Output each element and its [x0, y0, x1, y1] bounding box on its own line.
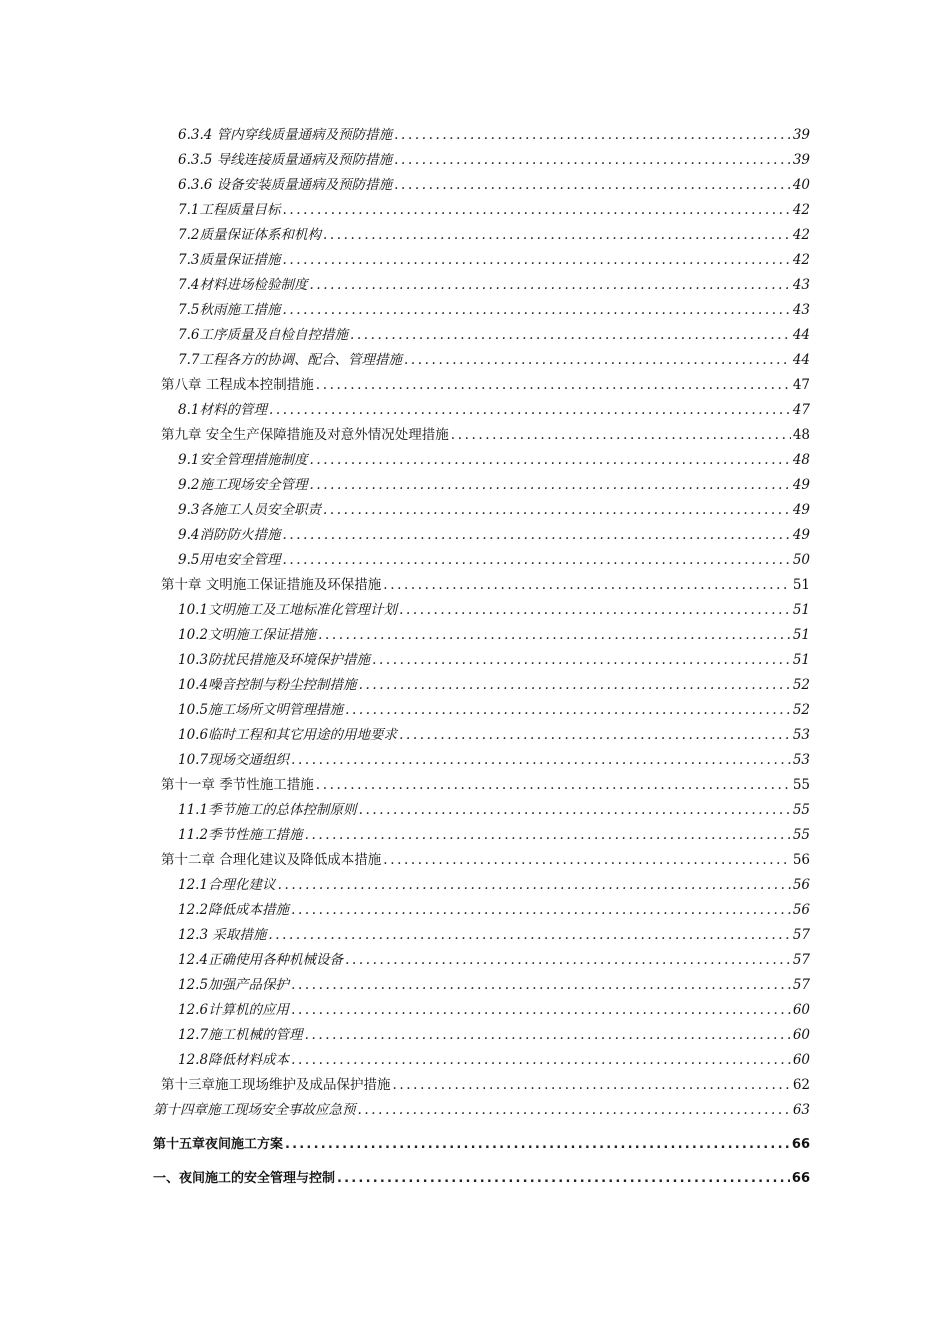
toc-leader-dots: [316, 376, 791, 394]
toc-entry-label: 12.2降低成本措施: [178, 902, 290, 918]
toc-leader-dots: [282, 251, 790, 269]
toc-leader-dots: [282, 526, 790, 544]
toc-entry-page: 52: [792, 702, 810, 718]
toc-entry-label: 10.3防扰民措施及环境保护措施: [178, 652, 371, 668]
toc-chapter-entry: [161, 776, 810, 796]
toc-leader-dots: [345, 701, 791, 719]
toc-entry-page: 57: [792, 927, 810, 943]
toc-leader-dots: [305, 826, 791, 844]
toc-entry-page: 47: [792, 377, 810, 393]
toc-entry: [178, 476, 810, 496]
toc-leader-dots: [282, 551, 790, 569]
toc-chapter-entry: [161, 576, 810, 596]
toc-entry: [178, 176, 810, 196]
toc-entry-label: 12.8降低材料成本: [178, 1052, 290, 1068]
toc-leader-dots: [282, 301, 790, 319]
toc-entry-page: 60: [792, 1027, 810, 1043]
toc-leader-dots: [359, 676, 791, 694]
toc-entry-page: 60: [792, 1002, 810, 1018]
toc-entry-page: 66: [791, 1171, 810, 1186]
toc-entry: [178, 976, 810, 996]
toc-entry: [178, 301, 810, 321]
toc-entry: [178, 351, 810, 371]
toc-entry-page: 57: [792, 952, 810, 968]
toc-entry-label: 第十四章施工现场安全事故应急预: [153, 1102, 356, 1118]
toc-entry-page: 62: [792, 1077, 810, 1093]
toc-entry: [178, 526, 810, 546]
toc-entry: [178, 501, 810, 521]
toc-entry-label: 7.5秋雨施工措施: [178, 302, 281, 318]
toc-entry-page: 50: [792, 552, 810, 568]
toc-entry-page: 56: [792, 877, 810, 893]
toc-leader-dots: [350, 326, 791, 344]
toc-entry-page: 52: [792, 677, 810, 693]
toc-leader-dots: [383, 576, 791, 594]
toc-entry-page: 49: [792, 527, 810, 543]
toc-entry-label: 6.3.4 管内穿线质量通病及预防措施: [178, 127, 393, 143]
toc-entry-page: 49: [792, 502, 810, 518]
toc-entry: [178, 701, 810, 721]
toc-entry: [178, 226, 810, 246]
toc-leader-dots: [404, 351, 791, 369]
toc-entry-label: 第九章 安全生产保障措施及对意外情况处理措施: [161, 427, 449, 443]
toc-leader-dots: [291, 901, 791, 919]
toc-leader-dots: [359, 801, 791, 819]
toc-leader-dots: [393, 1076, 791, 1094]
toc-entry-label: 11.2季节性施工措施: [178, 827, 303, 843]
toc-entry: [178, 201, 810, 221]
toc-entry-label: 9.5用电安全管理: [178, 552, 281, 568]
toc-leader-dots: [399, 601, 791, 619]
toc-entry-page: 43: [792, 302, 810, 318]
toc-entry-label: 第十五章夜间施工方案: [153, 1137, 284, 1152]
toc-entry-page: 44: [792, 352, 810, 368]
toc-entry-label: 10.6临时工程和其它用途的用地要求: [178, 727, 398, 743]
toc-leader-dots: [323, 501, 791, 519]
toc-leader-dots: [309, 451, 790, 469]
toc-entry-label: 12.3 采取措施: [178, 927, 267, 943]
toc-leader-dots: [399, 726, 791, 744]
toc-entry-page: 66: [791, 1137, 810, 1152]
toc-entry: [178, 1051, 810, 1071]
toc-leader-dots: [345, 951, 791, 969]
toc-entry-label: 12.5加强产品保护: [178, 977, 290, 993]
toc-leader-dots: [291, 1051, 791, 1069]
toc-entry-label: 7.1工程质量目标: [178, 202, 281, 218]
toc-entry-page: 39: [792, 152, 810, 168]
toc-entry-page: 57: [792, 977, 810, 993]
toc-entry: [178, 726, 810, 746]
toc-entry-label: 10.5施工场所文明管理措施: [178, 702, 344, 718]
toc-entry-label: 7.2质量保证体系和机构: [178, 227, 321, 243]
toc-leader-dots: [394, 176, 791, 194]
toc-entry-label: 6.3.6 设备安装质量通病及预防措施: [178, 177, 393, 193]
toc-leader-dots: [269, 401, 791, 419]
toc-leader-dots: [268, 926, 790, 944]
toc-entry: [178, 801, 810, 821]
toc-entry: [178, 326, 810, 346]
toc-leader-dots: [309, 476, 790, 494]
toc-entry-label: 第十章 文明施工保证措施及环保措施: [161, 577, 382, 593]
toc-entry-label: 8.1材料的管理: [178, 402, 267, 418]
toc-entry-label: 12.7施工机械的管理: [178, 1027, 303, 1043]
toc-chapter-entry: [161, 851, 810, 871]
toc-entry: [178, 626, 810, 646]
toc-entry-label: 第十一章 季节性施工措施: [161, 777, 314, 793]
toc-entry-label: 9.3各施工人员安全职责: [178, 502, 321, 518]
toc-entry-label: 第八章 工程成本控制措施: [161, 377, 314, 393]
toc-entry-page: 48: [792, 427, 810, 443]
toc-leader-dots: [383, 851, 791, 869]
toc-entry-label: 12.6计算机的应用: [178, 1002, 290, 1018]
toc-entry: [178, 401, 810, 421]
toc-chapter-entry: [161, 376, 810, 396]
toc-entry-label: 第十三章施工现场维护及成品保护措施: [161, 1077, 391, 1093]
toc-leader-dots: [394, 126, 791, 144]
toc-entry-page: 48: [792, 452, 810, 468]
toc-entry-label: 第十二章 合理化建议及降低成本措施: [161, 852, 382, 868]
toc-entry-page: 49: [792, 477, 810, 493]
toc-entry-label: 10.4噪音控制与粉尘控制措施: [178, 677, 357, 693]
toc-entry-label: 7.6工序质量及自检自控措施: [178, 327, 348, 343]
toc-entry: [178, 601, 810, 621]
toc-entry-label: 9.2施工现场安全管理: [178, 477, 308, 493]
toc-leader-dots: [394, 151, 791, 169]
toc-entry-page: 55: [792, 802, 810, 818]
toc-leader-dots: [278, 876, 791, 894]
toc-entry-label: 12.1合理化建议: [178, 877, 276, 893]
toc-entry: [178, 676, 810, 696]
toc-leader-dots: [372, 651, 791, 669]
toc-entry: [178, 951, 810, 971]
toc-leader-dots: [282, 201, 790, 219]
toc-leader-dots: [291, 976, 791, 994]
toc-leader-dots: [316, 776, 791, 794]
toc-entry-page: 53: [792, 752, 810, 768]
toc-entry: [178, 751, 810, 771]
toc-leader-dots: [291, 751, 791, 769]
toc-entry-page: 53: [792, 727, 810, 743]
toc-entry-page: 51: [792, 627, 810, 643]
toc-entry-page: 55: [792, 777, 810, 793]
toc-entry-label: 10.2文明施工保证措施: [178, 627, 317, 643]
toc-entry-label: 10.7现场交通组织: [178, 752, 290, 768]
toc-entry-page: 56: [792, 852, 810, 868]
toc-entry-label: 一、夜间施工的安全管理与控制: [153, 1171, 336, 1186]
toc-entry: [178, 276, 810, 296]
toc-entry-label: 11.1季节施工的总体控制原则: [178, 802, 357, 818]
toc-section-entry: [153, 1170, 810, 1190]
toc-entry-page: 47: [792, 402, 810, 418]
toc-entry: [178, 551, 810, 571]
toc-entry: [178, 251, 810, 271]
toc-entry-page: 43: [792, 277, 810, 293]
toc-entry-label: 6.3.5 导线连接质量通病及预防措施: [178, 152, 393, 168]
toc-entry: [178, 651, 810, 671]
toc-leader-dots: [358, 1101, 791, 1119]
toc-entry: [178, 1026, 810, 1046]
toc-entry-label: 7.3质量保证措施: [178, 252, 281, 268]
toc-chapter-entry: [161, 1076, 810, 1096]
toc-leader-dots: [291, 1001, 791, 1019]
toc-entry-page: 40: [792, 177, 810, 193]
toc-leader-dots: [451, 426, 791, 444]
toc-entry-label: 12.4正确使用各种机械设备: [178, 952, 344, 968]
toc-entry-page: 42: [792, 202, 810, 218]
toc-entry-page: 51: [792, 577, 810, 593]
toc-chapter-entry: [153, 1101, 810, 1121]
toc-entry-label: 7.7工程各方的协调、配合、管理措施: [178, 352, 402, 368]
toc-entry-page: 56: [792, 902, 810, 918]
toc-leader-dots: [337, 1170, 790, 1188]
toc-entry-page: 39: [792, 127, 810, 143]
toc-entry-page: 51: [792, 602, 810, 618]
toc-entry-page: 42: [792, 252, 810, 268]
toc-entry: [178, 1001, 810, 1021]
toc-entry: [178, 926, 810, 946]
toc-entry: [178, 876, 810, 896]
toc-leader-dots: [309, 276, 790, 294]
toc-entry-label: 10.1文明施工及工地标准化管理计划: [178, 602, 398, 618]
toc-entry: [178, 126, 810, 146]
toc-entry-label: 9.1安全管理措施制度: [178, 452, 308, 468]
toc-leader-dots: [305, 1026, 791, 1044]
toc-entry: [178, 901, 810, 921]
toc-entry-page: 55: [792, 827, 810, 843]
toc-entry-page: 44: [792, 327, 810, 343]
toc-entry-label: 9.4消防防火措施: [178, 527, 281, 543]
toc-chapter-entry: [161, 426, 810, 446]
toc-entry: [178, 451, 810, 471]
toc-entry-page: 42: [792, 227, 810, 243]
toc-entry-page: 63: [792, 1102, 810, 1118]
toc-entry-page: 51: [792, 652, 810, 668]
toc-entry: [178, 151, 810, 171]
toc-leader-dots: [323, 226, 791, 244]
toc-entry: [178, 826, 810, 846]
toc-entry-label: 7.4材料进场检验制度: [178, 277, 308, 293]
toc-leader-dots: [285, 1136, 790, 1154]
toc-chapter-entry: [153, 1136, 810, 1156]
toc-leader-dots: [318, 626, 791, 644]
toc-entry-page: 60: [792, 1052, 810, 1068]
